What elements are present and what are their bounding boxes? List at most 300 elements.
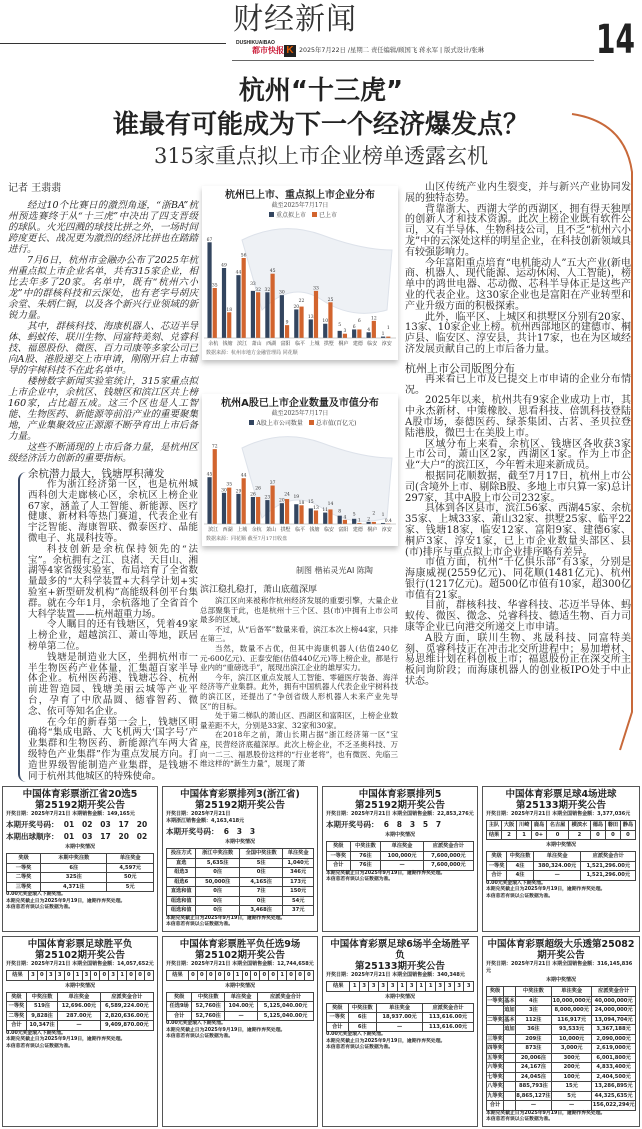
paragraph: 背靠浙大、西湖大学的西湖区，拥有得天独厚的创新人才和技术资源。此次上榜企业既有软件公司，又有半导体、生物科技公司，且不乏“杭州六小龙”中的云深处这样的明星企业，在科技创新领域具有较强影响力。 — [405, 203, 631, 258]
prize-cell: 2,820,636.00元 — [100, 1011, 153, 1021]
data-label: 18 — [226, 307, 233, 313]
category-label: 临平 — [294, 341, 306, 347]
data-label: 26 — [255, 486, 262, 492]
prize-row — [7, 873, 154, 883]
data-label: 5 — [352, 512, 356, 518]
prize-cell: 40,000,000元 — [592, 996, 636, 1006]
category-label: 富阳 — [338, 527, 349, 533]
lottery-note: 0.00元奖金滚入下期奖池。 — [6, 892, 66, 897]
prize-cell: 2,404,500元 — [592, 1072, 636, 1082]
lottery-note: 0.00元奖金滚入下期奖池。 — [326, 1032, 386, 1037]
match-cell: 结果 — [487, 830, 502, 840]
data-label: 25 — [327, 297, 334, 303]
data-label: 18 — [298, 500, 305, 506]
match-cell: 德岛 — [590, 821, 605, 831]
header-rule — [232, 60, 594, 61]
paragraph: 此外，临平区、上城区和拱墅区分别有20家、13家、10家企业上榜。杭州西部地区的建德市、桐庐县、临安区、淳安县，共计17家，也在为区域经济发展贡献自己的上市后备力量。 — [405, 311, 631, 355]
match-cell: 0 — [242, 971, 251, 981]
lottery-title: 第25192期开奖公告 — [354, 800, 446, 811]
lottery-title: 第25133期开奖公告 — [515, 800, 607, 811]
prize-header: 单注奖金 — [552, 987, 592, 997]
byline: 记者 王翡翡 — [8, 183, 62, 194]
prize-cell: 519注 — [26, 1002, 57, 1012]
lottery-announcements — [0, 786, 642, 1127]
data-label: 33 — [250, 281, 256, 287]
match-cell: 3 — [46, 971, 55, 981]
match-cell: 0 — [100, 971, 109, 981]
prize-cell: 组选3 — [167, 868, 196, 878]
chart-title: 杭州A股已上市企业数量及市值分布 — [221, 398, 379, 409]
bar — [314, 291, 318, 338]
prize-cell: 52,760注 — [192, 1002, 225, 1012]
section-heading: 滨江稳扎稳打，萧山底蕴深厚 — [200, 585, 318, 595]
paragraph: 7月6日，杭州市金融办公布了2025年杭州重点拟上市企业名单，共有315家企业，相比去年多了20家。名单中，既有“杭州六小龙”中的群核科技和云深处，也有老字号胡庆余堂、朱炳仁铜，以及各个新兴行业领域的新锐力量。 — [8, 255, 199, 321]
match-cell: 3 — [359, 982, 369, 992]
prize-row — [167, 877, 314, 887]
brand-logo-icon: K — [284, 45, 296, 57]
data-label: 32 — [255, 287, 262, 293]
prize-cell: 3,468注 — [239, 906, 282, 916]
paragraph: A股方面，联川生物、兆晟科技、同富特美刻、觅睿科技正在冲击北交所进程中；易加增材、易思维计划在科创板上市；福恩股份正在深交所主板问询阶段；而海康机器人的创业板IPO处于中止状态。 — [405, 632, 631, 688]
lottery-info: 开奖日期：2025年7月21日 本期全国销售金额：22,853,276元 — [326, 811, 474, 817]
draw-numbers: 本期开奖号码： 01 02 03 17 20 — [6, 820, 148, 829]
paragraph: 2025年以来，杭州共有9家企业成功上市，其中永杰新材、中策橡胶、思看科技、倍凯科技登陆A股市场，泰德医药、绿茶集团、古茗、圣贝拉登陆港股，微巴士在美股上市。 — [405, 395, 631, 439]
prize-header: 单注奖金 — [58, 992, 100, 1002]
prize-header: 应派奖金合计 — [100, 992, 153, 1002]
prize-header-row — [167, 849, 314, 859]
prize-cell: 100元 — [552, 1072, 592, 1082]
chart-subtitle: 截至2025年7月17日 — [271, 202, 329, 209]
prize-cell: 20,006注 — [515, 1053, 551, 1063]
lottery-title: 中国体育彩票排列3(浙江省) — [180, 789, 300, 800]
chart-title: 杭州已上市、重点拟上市企业分布 — [225, 190, 375, 201]
match-cell: 0 — [144, 971, 153, 981]
prize-cell: 2,619,000元 — [592, 1044, 636, 1054]
data-label: 26 — [250, 492, 256, 498]
data-label: 45 — [206, 472, 213, 478]
data-label: 44 — [240, 473, 247, 479]
data-label: 56 — [240, 253, 247, 259]
prize-cell: 7注 — [239, 887, 282, 897]
match-cell: 3 — [388, 982, 398, 992]
paragraph: 根据同花顺数据，截至7月17日，杭州上市公司(含境外上市、剔除B股、多地上市只算一家)总计297家，其中A股上市公司232家。 — [405, 470, 631, 504]
lottery-note: 本期兑奖截止日为2025年9月19日，逾期作弃奖处理。 — [166, 915, 286, 921]
prize-cell — [504, 1044, 516, 1054]
chart-legend — [202, 212, 398, 220]
prize-cell: 24,000,000元 — [592, 1006, 636, 1016]
prize-cell: 52,760注 — [192, 1011, 225, 1021]
bar — [270, 486, 274, 524]
prize-cell: 合计 — [167, 1011, 192, 1021]
bar — [294, 504, 298, 524]
category-label: 桐庐 — [367, 527, 378, 533]
prize-table — [486, 986, 636, 1111]
lottery-note: 本信息若有误以公证数据为准。 — [326, 877, 394, 882]
data-label: 33 — [313, 286, 319, 292]
prize-cell: 885,793注 — [515, 1082, 551, 1092]
prize-cell: 2,090,000元 — [592, 1034, 636, 1044]
lottery-title: 第25102期开奖公告 — [34, 950, 126, 961]
prize-cell: 116,917元 — [552, 1015, 592, 1025]
lottery-title: 中国体育彩票超级大乐透第25082期开奖公告 — [487, 939, 635, 961]
prize-header: 中奖注数 — [350, 842, 381, 852]
bar — [299, 307, 303, 338]
prize-row — [327, 861, 474, 871]
bar — [280, 503, 284, 524]
lottery-title: 中国体育彩票排列5 — [358, 789, 442, 800]
match-cell: 0 — [224, 971, 233, 981]
bar — [343, 334, 347, 338]
prize-row — [7, 1011, 154, 1021]
prize-table — [326, 1003, 474, 1033]
data-label: 0.4 — [384, 519, 392, 525]
prize-cell: 3,367,188元 — [592, 1025, 636, 1035]
data-label: 13 — [313, 505, 319, 511]
prize-cell — [504, 1053, 516, 1063]
prize-cell: 6注 — [348, 1022, 376, 1032]
data-label: 6 — [352, 324, 356, 330]
legend-label: 总市值(百亿元) — [315, 420, 357, 427]
category-label: 萧山 — [266, 527, 277, 533]
prize-cell — [487, 1025, 504, 1035]
match-cell: 0 — [260, 971, 269, 981]
bar — [227, 312, 231, 338]
lottery-box — [482, 936, 640, 1127]
bar — [328, 509, 332, 524]
prize-cell: 6,001,800元 — [592, 1053, 636, 1063]
match-cell: 1 — [426, 982, 436, 992]
bar — [285, 499, 289, 524]
prize-header-row — [7, 992, 154, 1002]
prize-cell: 24,167注 — [515, 1063, 551, 1073]
prize-row — [167, 868, 314, 878]
category-label: 上城 — [237, 527, 248, 533]
match-cell: 名古屋 — [547, 821, 569, 831]
prize-cell: 合计 — [327, 1022, 349, 1032]
legend-swatch — [269, 212, 274, 217]
prize-subtitle: 本期中奖情况 — [224, 982, 255, 989]
match-cell: 3 — [454, 982, 464, 992]
legend-swatch — [312, 212, 317, 217]
paragraph: 在2018年之前，萧山长期占据“浙江经济第一区”宝座，民营经济底蕴深厚。此次上榜企业，不乏圣奥科技、万向一二三、福恩股份这样的“行业老将”，也有微医、先临三维这样的“新生力量”，展现了萧 — [200, 730, 398, 769]
match-cell: 0 — [296, 971, 305, 981]
match-cell: 磐田 — [605, 821, 620, 831]
match-cell: 0 — [206, 971, 215, 981]
prize-cell: 七等奖 — [487, 1073, 503, 1080]
category-label: 西湖 — [222, 527, 233, 533]
prize-header-row — [167, 992, 314, 1002]
paragraph: 经过10个比赛日的激烈角逐，“浙BA”杭州预选赛终于从“十三虎”中决出了四支晋级的球队。火光四溅的球技比拼之外，一场时间跨度更长、战况更为激烈的经济比拼也在踏踏进行。 — [8, 200, 199, 255]
lottery-note: 本信息若有误以公证数据为准。 — [326, 1045, 394, 1050]
lottery-info: 开奖日期：2025年7月21日 — [166, 811, 231, 817]
match-cell: 2 — [569, 830, 591, 840]
bar — [236, 494, 240, 524]
prize-row — [487, 1082, 636, 1092]
prize-row — [487, 1006, 636, 1016]
prize-cell — [487, 1006, 504, 1016]
match-cell: 川崎 — [517, 821, 532, 831]
prize-cell: — — [533, 871, 581, 881]
prize-cell: 追加 — [504, 1007, 515, 1013]
prize-cell — [504, 1082, 516, 1092]
prize-row — [167, 1011, 314, 1021]
prize-cell: 合计 — [487, 871, 507, 881]
prize-header: 奖级 — [327, 842, 351, 852]
legend-label: 重点拟上市 — [275, 212, 306, 219]
prize-cell: 4,833,400元 — [592, 1063, 636, 1073]
prize-cell: 一等奖 — [7, 1002, 27, 1012]
data-label: 5 — [338, 323, 342, 329]
prize-row — [167, 1002, 314, 1012]
prize-cell: 13,094,704元 — [592, 1015, 636, 1025]
bar — [256, 497, 260, 524]
prize-cell: 组选和值 — [167, 906, 196, 916]
bar — [265, 292, 269, 338]
prize-cell: 5,635注 — [196, 858, 239, 868]
lottery-info: 开奖日期：2025年7月21日 本期销售金额：149,165元 — [6, 811, 135, 817]
prize-header: 单注奖金 — [381, 842, 423, 852]
match-cell: 3 — [464, 982, 474, 992]
prize-header: 单注奖金 — [107, 854, 154, 864]
prize-row — [167, 858, 314, 868]
data-label: 24 — [284, 492, 290, 498]
prize-row — [487, 1053, 636, 1063]
bar — [207, 477, 211, 524]
prize-cell — [504, 1034, 516, 1044]
lottery-title: 中国体育彩票足球6场半全场胜平负 — [330, 939, 470, 961]
prize-cell: 209注 — [515, 1034, 551, 1044]
bar — [213, 449, 217, 524]
match-row — [487, 821, 636, 831]
match-cell: 1 — [233, 971, 242, 981]
prize-cell: 5注 — [239, 858, 282, 868]
prize-cell: 173元 — [283, 877, 314, 887]
match-cell: 0 — [37, 971, 46, 981]
prize-header: 中奖注数 — [507, 852, 534, 862]
data-label: 49 — [221, 263, 227, 269]
prize-table — [6, 853, 154, 892]
lottery-box — [322, 936, 478, 1127]
category-label: 建德 — [352, 341, 363, 347]
chart-source: 数据来源：同花顺 截至7月17日收盘 — [206, 536, 288, 542]
prize-header: 投注方式 — [167, 849, 196, 859]
category-label: 滨江 — [208, 527, 219, 533]
bar — [270, 274, 274, 338]
data-label: 32 — [264, 287, 271, 293]
prize-cell: 合计 — [7, 1021, 27, 1031]
prize-cell: 0注 — [196, 887, 239, 897]
bar — [323, 513, 327, 524]
prize-cell: 10,000元 — [552, 1034, 592, 1044]
match-cell: 横滨水 — [569, 821, 591, 831]
bar — [299, 505, 303, 524]
draw-numbers: 本期出球顺序： 01 03 17 20 02 — [6, 832, 148, 841]
prize-cell: 三等奖 — [487, 1035, 503, 1042]
brand-name: 都市快报 — [252, 46, 284, 55]
paragraph: 当然，数量不占优，但其中海康机器人(估值240亿元-600亿元)、正泰安能(估值440亿元)等上榜企业，都是行业内的“重磅选手”，展现出滨江企业的雄厚实力。 — [200, 643, 398, 673]
prize-cell: 50,000注 — [196, 877, 239, 887]
prize-header-row — [327, 842, 474, 852]
chart-legend — [202, 420, 398, 428]
match-cell: 0 — [215, 971, 224, 981]
match-cell: 0+ — [532, 830, 547, 840]
category-label: 建德 — [352, 527, 363, 533]
paragraph: 作为浙江经济第一区，也是杭州城西科创大走廊核心区，余杭区上榜企业67家，涵盖了人工智能、新能源、医疗健康、新材料等热门赛道，代表企业有宇泛智能、海康智联、微泰医疗、晶能微电子、兆晟科技等。 — [28, 479, 198, 544]
prize-row — [487, 996, 636, 1006]
prize-row — [167, 896, 314, 906]
match-cell: 1 — [350, 982, 360, 992]
paragraph: 在今年的新春第一会上，钱塘区明确将“集成电路、大飞机两大‘国字号’产业集群和生物医药、新能源汽车两大省级特色产业集群”作为重点发展方向。打造世界级智能制造产业集群，是钱塘不同于杭州其他城区的特殊使命。 — [28, 716, 198, 782]
bar — [352, 519, 356, 524]
prize-row — [7, 863, 154, 873]
prize-cell: 0注 — [196, 906, 239, 916]
prize-row — [487, 1015, 636, 1025]
data-label: 14 — [327, 502, 334, 508]
category-label: 拱墅 — [323, 341, 334, 347]
prize-cell: 112注 — [515, 1015, 551, 1025]
bar — [285, 325, 289, 338]
prize-cell: 380,324.00元 — [533, 861, 581, 871]
bar — [265, 500, 269, 524]
prize-cell: 8,865,127注 — [516, 1092, 551, 1099]
chart-subtitle: 截至2025年7月17日 — [271, 410, 329, 417]
prize-cell: 104.00元 — [225, 1002, 258, 1012]
bar — [222, 493, 226, 524]
prize-cell: — — [552, 1101, 592, 1111]
prize-cell: 0注 — [196, 868, 239, 878]
bar — [367, 332, 371, 338]
match-cell: 0 — [269, 971, 278, 981]
data-label: 67 — [206, 237, 213, 243]
match-cell: 0 — [188, 971, 197, 981]
prize-cell: 54元 — [283, 896, 314, 906]
prize-header: 单注奖金 — [533, 852, 581, 862]
lottery-note: 0.00元奖金滚入下期奖池。 — [486, 880, 546, 886]
prize-cell: 0注 — [239, 868, 282, 878]
prize-header: 本期中奖注数 — [41, 854, 107, 864]
match-cell: 3 — [407, 982, 417, 992]
prize-cell: 7,600,000元 — [423, 861, 473, 871]
prize-header: 应派奖金合计 — [258, 992, 314, 1002]
bar — [251, 291, 255, 338]
section-heading: 杭州上市公司版图分布 — [405, 361, 515, 375]
prize-row — [167, 906, 314, 916]
prize-cell: 组选6 — [167, 877, 196, 887]
right-column — [405, 183, 631, 688]
data-label: 37 — [269, 481, 276, 487]
prize-row — [487, 1063, 636, 1073]
category-label: 临平 — [294, 527, 306, 533]
lottery-title: 第25192期开奖公告 — [34, 800, 126, 811]
prize-cell: 追加 — [504, 1026, 515, 1032]
prize-row — [327, 851, 474, 861]
lottery-note: 本期兑奖截止日为2025年9月19日，逾期作弃奖处理。 — [6, 1037, 126, 1042]
paragraph: 再来看已上市及已提交上市申请的企业分布情况。 — [405, 373, 631, 396]
prize-header: 中奖注数 — [515, 987, 551, 997]
prize-cell: 直选和值 — [167, 887, 196, 897]
lottery-note: 0.00元奖金滚入下期奖池。 — [6, 1030, 66, 1036]
prize-header: 应派奖金合计 — [581, 852, 636, 862]
prize-cell: 八等奖 — [487, 1083, 503, 1089]
prize-cell: 4注 — [507, 861, 534, 871]
lottery-title: 第25192期开奖公告 — [194, 800, 286, 811]
match-row — [7, 971, 154, 981]
prize-header: 奖级 — [487, 987, 504, 997]
prize-cell: 10,347注 — [26, 1021, 57, 1031]
prize-cell: 6注 — [41, 863, 107, 873]
match-table — [6, 970, 154, 981]
data-label: 45 — [269, 269, 276, 275]
lottery-info: 本期浙江销售金额：4,163,418元 — [166, 818, 245, 824]
match-cell: 大阪 — [502, 821, 517, 831]
paragraph: 这些不断涌现的上市后备力量，是杭州区级经济活力创新的重要指标。 — [8, 442, 199, 464]
lottery-title: 第25133期开奖公告 — [354, 961, 446, 972]
match-cell: 0 — [251, 971, 260, 981]
brand-english: DUSHIKUAIBAO — [236, 40, 275, 46]
binjiang-section — [200, 585, 398, 769]
data-label: 8 — [338, 509, 342, 515]
lottery-note: 本期兑奖截止日为2025年9月19日，逾期作弃奖处理。 — [326, 1038, 446, 1044]
prize-header-row — [487, 987, 636, 997]
prize-table — [166, 992, 314, 1022]
prize-cell: — — [376, 1022, 422, 1032]
lottery-info: 开奖日期：2025年7月21日 本期全国销售金额：14,057,652元 — [6, 961, 154, 967]
data-label: 10 — [322, 319, 329, 325]
paragraph: 科技创新是余杭保持领先的“法宝”。余杭拥有之江、良渚、天目山、湘湖等4家省级实验室，布局培育了全省数量最多的“大科学装置+大科学计划+实验室+新型研发机构”高能级科创平台集群。就在今年1月，余杭落地了全省首个大科学装置——杭州超重力场。 — [28, 543, 198, 620]
prize-subtitle: 本期中奖情况 — [545, 842, 576, 848]
match-cell: 3 — [109, 971, 118, 981]
lottery-note: 本期兑奖截止日为2025年9月19日，逾期作弃奖处理。 — [486, 1110, 606, 1116]
prize-cell: 300元 — [552, 1053, 592, 1063]
bar — [222, 268, 226, 338]
category-label: 淳安 — [381, 341, 392, 347]
prize-cell: 13,286,895元 — [592, 1082, 636, 1092]
lottery-note: 本信息若有误以公证数据为准。 — [6, 905, 74, 910]
section-heading: 余杭潜力最大，钱塘厚积薄发 — [28, 468, 165, 480]
data-label: 19 — [293, 494, 300, 500]
bar — [242, 258, 246, 338]
prize-cell: 24,045注 — [515, 1072, 551, 1082]
prize-cell: 9,409,870.00元 — [100, 1021, 153, 1031]
bar — [352, 329, 356, 338]
prize-cell: 873注 — [515, 1044, 551, 1054]
bar — [251, 497, 255, 524]
prize-cell: — — [225, 1011, 258, 1021]
bar — [256, 292, 260, 338]
data-label: 6 — [357, 318, 361, 324]
prize-cell: 5,125,040.00元 — [258, 1011, 314, 1021]
prize-cell: 5元 — [107, 882, 154, 892]
data-label: 4 — [343, 515, 347, 521]
bar — [294, 309, 298, 338]
match-cell: 1 — [73, 971, 82, 981]
prize-table — [326, 841, 474, 871]
prize-cell: 156,022,294元 — [592, 1102, 635, 1108]
category-label: 钱塘 — [222, 341, 233, 347]
prize-subtitle: 本期中奖情况 — [384, 832, 415, 838]
prize-cell: — — [515, 1101, 551, 1111]
data-label: 1 — [386, 326, 390, 332]
prize-cell: 一等奖 — [327, 1013, 349, 1023]
legend-swatch — [309, 420, 314, 425]
prize-cell: 113,616.00元 — [423, 1013, 474, 1023]
prize-row — [487, 1101, 636, 1111]
bar — [242, 478, 246, 524]
draw-numbers: 本期开奖号码： 6 3 3 — [166, 827, 256, 836]
prize-cell: 10,000,000元 — [552, 997, 591, 1004]
prize-header — [504, 987, 516, 997]
prize-cell: — — [381, 861, 423, 871]
